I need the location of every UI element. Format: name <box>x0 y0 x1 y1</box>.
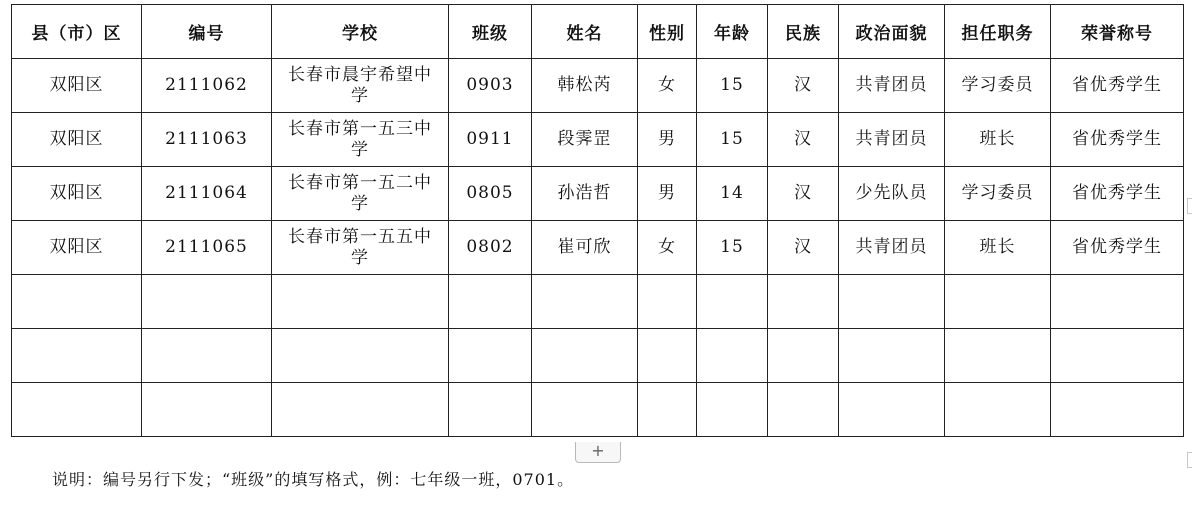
add-row-button[interactable]: + <box>575 442 621 463</box>
table-row <box>12 113 1184 167</box>
cell-district[interactable]: 双阳区 <box>12 113 142 167</box>
cell-ethnicity[interactable]: 汉 <box>768 113 839 167</box>
header-ethnicity: 民族 <box>768 5 839 59</box>
cell-id[interactable]: 2111063 <box>142 113 272 167</box>
cell-school-text: 长春市晨宇希望中学 <box>288 64 432 106</box>
header-gender: 性别 <box>638 5 697 59</box>
cell-district[interactable] <box>12 329 142 383</box>
cell-name[interactable]: 孙浩哲 <box>532 167 638 221</box>
cell-position[interactable]: 学习委员 <box>945 167 1051 221</box>
cell-school[interactable] <box>272 383 449 437</box>
header-name: 姓名 <box>532 5 638 59</box>
right-edge-handle <box>1187 452 1192 468</box>
cell-school[interactable] <box>272 221 449 275</box>
cell-position[interactable] <box>945 329 1051 383</box>
cell-age[interactable]: 15 <box>697 221 768 275</box>
cell-name[interactable]: 崔可欣 <box>532 221 638 275</box>
right-edge-handle <box>1187 198 1192 214</box>
cell-class[interactable]: 0911 <box>449 113 532 167</box>
cell-class[interactable] <box>449 329 532 383</box>
header-political-status: 政治面貌 <box>839 5 945 59</box>
header-age: 年龄 <box>697 5 768 59</box>
cell-position[interactable]: 班长 <box>945 221 1051 275</box>
cell-honor-title[interactable] <box>1051 383 1184 437</box>
cell-age[interactable]: 15 <box>697 113 768 167</box>
cell-school-text: 长春市第一五五中学 <box>288 226 432 268</box>
cell-district[interactable]: 双阳区 <box>12 59 142 113</box>
header-position: 担任职务 <box>945 5 1051 59</box>
cell-district[interactable] <box>12 275 142 329</box>
cell-gender[interactable]: 女 <box>638 59 697 113</box>
table-row-empty <box>12 275 1184 329</box>
cell-political-status[interactable]: 共青团员 <box>839 221 945 275</box>
table-row <box>12 221 1184 275</box>
cell-class[interactable] <box>449 383 532 437</box>
cell-school[interactable] <box>272 113 449 167</box>
cell-class[interactable]: 0802 <box>449 221 532 275</box>
cell-honor-title[interactable]: 省优秀学生 <box>1051 59 1184 113</box>
cell-position[interactable]: 班长 <box>945 113 1051 167</box>
cell-ethnicity[interactable] <box>768 275 839 329</box>
cell-gender[interactable]: 男 <box>638 167 697 221</box>
cell-political-status[interactable]: 共青团员 <box>839 59 945 113</box>
table-row <box>12 59 1184 113</box>
cell-district[interactable] <box>12 383 142 437</box>
cell-age[interactable] <box>697 383 768 437</box>
cell-honor-title[interactable] <box>1051 329 1184 383</box>
cell-gender[interactable]: 男 <box>638 113 697 167</box>
header-honor-title: 荣誉称号 <box>1051 5 1184 59</box>
cell-gender[interactable] <box>638 329 697 383</box>
header-school: 学校 <box>272 5 449 59</box>
cell-ethnicity[interactable] <box>768 329 839 383</box>
cell-school[interactable] <box>272 167 449 221</box>
header-id: 编号 <box>142 5 272 59</box>
cell-school-text: 长春市第一五二中学 <box>288 172 432 214</box>
cell-political-status[interactable] <box>839 383 945 437</box>
cell-honor-title[interactable]: 省优秀学生 <box>1051 221 1184 275</box>
cell-school-text: 长春市第一五三中学 <box>288 118 432 160</box>
cell-class[interactable]: 0903 <box>449 59 532 113</box>
cell-honor-title[interactable] <box>1051 275 1184 329</box>
cell-name[interactable]: 段霁罡 <box>532 113 638 167</box>
cell-gender[interactable] <box>638 275 697 329</box>
cell-id[interactable] <box>142 329 272 383</box>
cell-honor-title[interactable]: 省优秀学生 <box>1051 167 1184 221</box>
cell-id[interactable] <box>142 275 272 329</box>
cell-id[interactable]: 2111065 <box>142 221 272 275</box>
cell-id[interactable] <box>142 383 272 437</box>
cell-political-status[interactable]: 少先队员 <box>839 167 945 221</box>
cell-ethnicity[interactable]: 汉 <box>768 59 839 113</box>
cell-age[interactable]: 14 <box>697 167 768 221</box>
cell-ethnicity[interactable]: 汉 <box>768 167 839 221</box>
table-note: 说明：编号另行下发；“班级”的填写格式，例：七年级一班，0701。 <box>52 470 575 489</box>
cell-id[interactable]: 2111064 <box>142 167 272 221</box>
cell-class[interactable] <box>449 275 532 329</box>
table-row-empty <box>12 383 1184 437</box>
header-district: 县（市）区 <box>12 5 142 59</box>
cell-position[interactable] <box>945 275 1051 329</box>
cell-ethnicity[interactable]: 汉 <box>768 221 839 275</box>
cell-age[interactable] <box>697 329 768 383</box>
cell-honor-title[interactable]: 省优秀学生 <box>1051 113 1184 167</box>
table-row <box>12 167 1184 221</box>
cell-school[interactable] <box>272 275 449 329</box>
cell-political-status[interactable]: 共青团员 <box>839 113 945 167</box>
cell-position[interactable]: 学习委员 <box>945 59 1051 113</box>
student-honor-table <box>11 4 1184 437</box>
cell-school[interactable] <box>272 329 449 383</box>
cell-ethnicity[interactable] <box>768 383 839 437</box>
cell-age[interactable] <box>697 275 768 329</box>
cell-name[interactable]: 韩松芮 <box>532 59 638 113</box>
cell-name[interactable] <box>532 383 638 437</box>
cell-political-status[interactable] <box>839 329 945 383</box>
cell-position[interactable] <box>945 383 1051 437</box>
table-header-row <box>12 5 1184 59</box>
cell-political-status[interactable] <box>839 275 945 329</box>
cell-district[interactable]: 双阳区 <box>12 167 142 221</box>
cell-school[interactable] <box>272 59 449 113</box>
cell-district[interactable]: 双阳区 <box>12 221 142 275</box>
header-class: 班级 <box>449 5 532 59</box>
cell-class[interactable]: 0805 <box>449 167 532 221</box>
cell-name[interactable] <box>532 329 638 383</box>
cell-age[interactable]: 15 <box>697 59 768 113</box>
cell-gender[interactable]: 女 <box>638 221 697 275</box>
cell-name[interactable] <box>532 275 638 329</box>
cell-gender[interactable] <box>638 383 697 437</box>
table-row-empty <box>12 329 1184 383</box>
cell-id[interactable]: 2111062 <box>142 59 272 113</box>
